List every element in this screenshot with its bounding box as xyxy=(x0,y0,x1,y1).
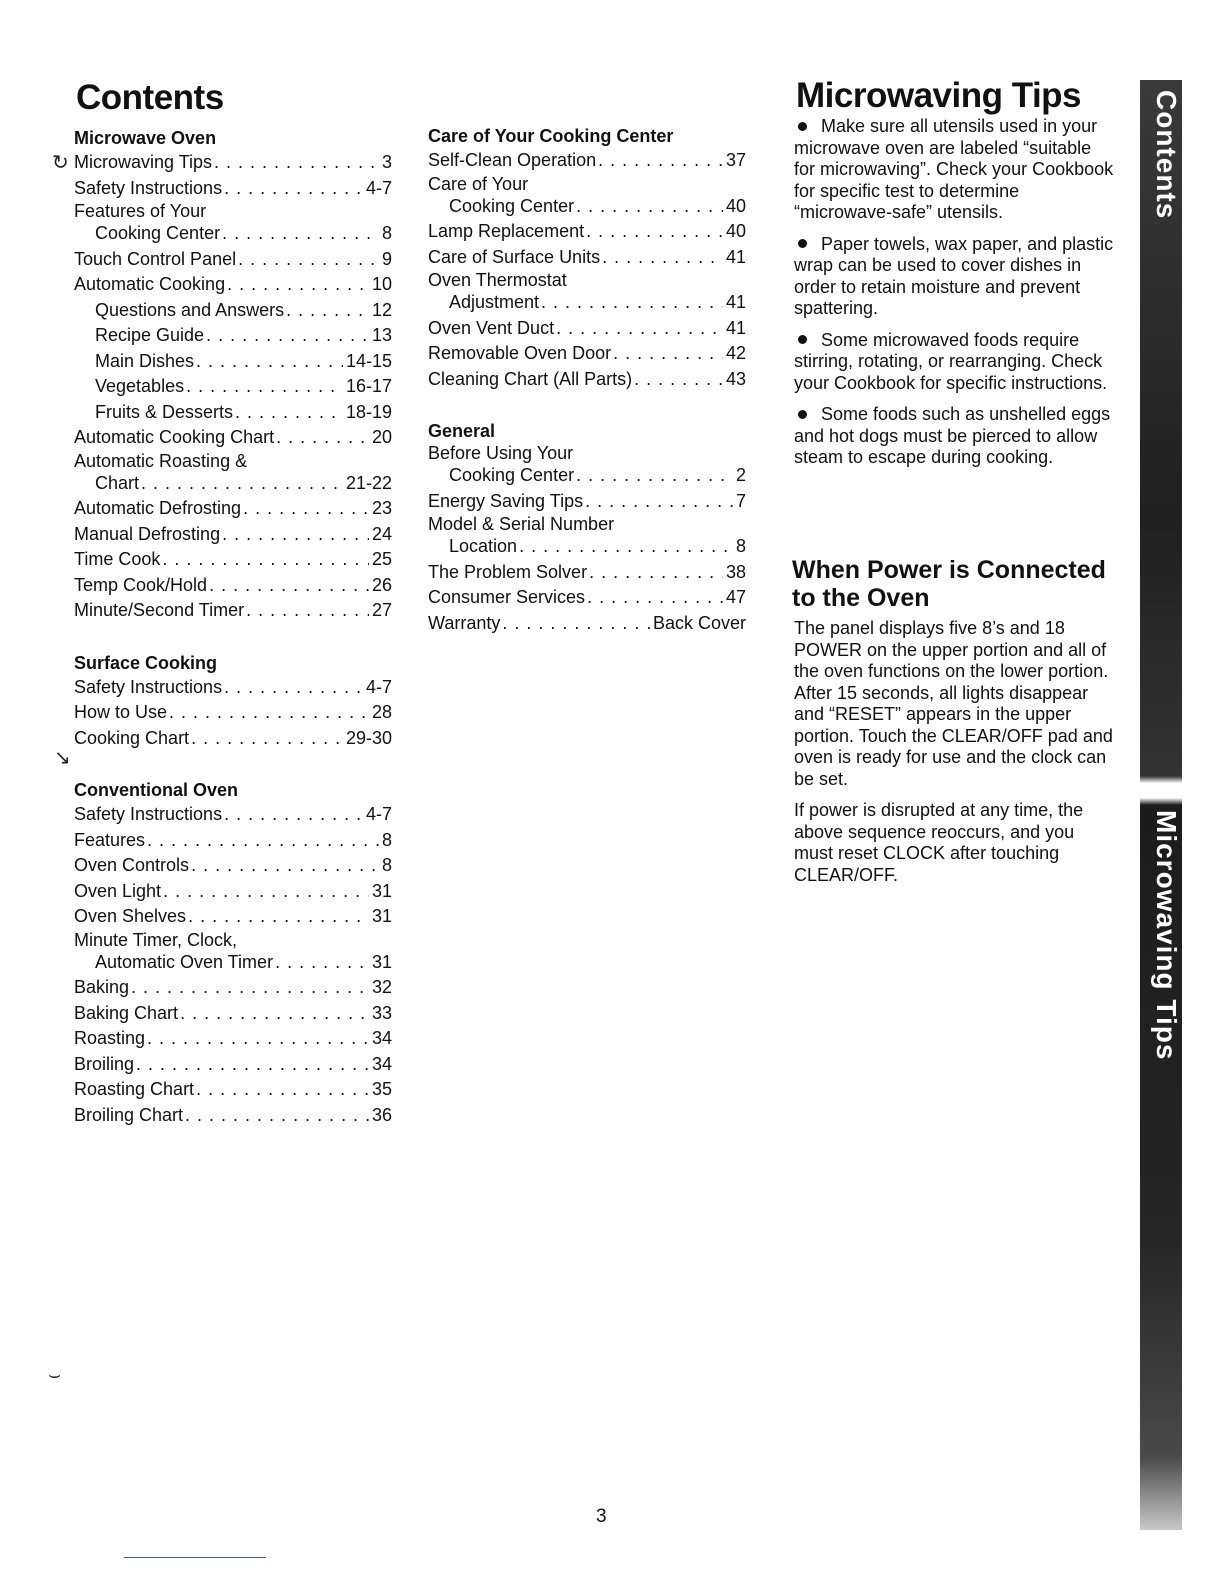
toc-entry-label: Automatic Cooking xyxy=(74,274,226,294)
toc-entry xyxy=(74,176,392,202)
page-number: 3 xyxy=(596,1506,607,1527)
toc-column-middle xyxy=(428,124,746,636)
dot-leader xyxy=(224,176,363,202)
dot-leader xyxy=(556,316,723,342)
toc-entry-label: Features xyxy=(74,829,146,850)
dot-leader xyxy=(147,828,379,854)
toc-entry-page: 8 xyxy=(381,855,392,875)
toc-entry-label: Consumer Services xyxy=(428,587,586,607)
dot-leader xyxy=(222,522,369,548)
toc-entry-page: 3 xyxy=(381,152,392,172)
toc-list-care xyxy=(428,148,746,392)
section-heading-microwave: Microwave Oven xyxy=(74,128,217,148)
toc-entry-page: 12 xyxy=(371,299,392,320)
dot-leader xyxy=(224,802,363,828)
dot-leader xyxy=(214,150,379,176)
toc-entry-page: 29-30 xyxy=(345,727,392,748)
tip-text: Paper towels, wax paper, and plastic wrap can be used to cover dishes in order to retain moisture and prevent spattering. xyxy=(794,233,1114,318)
toc-entry xyxy=(428,148,746,174)
toc-entry-label: Warranty xyxy=(428,612,501,633)
dot-leader xyxy=(227,272,369,298)
toc-entry-label: Questions and Answers xyxy=(95,299,285,320)
power-connected-heading: When Power is Connected to the Oven xyxy=(792,556,1106,612)
dot-leader xyxy=(238,247,379,273)
toc-entry xyxy=(74,904,392,930)
toc-entry xyxy=(74,400,392,426)
tip-item xyxy=(794,404,1114,469)
section-heading-general: General xyxy=(428,421,496,441)
dot-leader xyxy=(598,148,723,174)
toc-entry-label: Oven Shelves xyxy=(74,906,187,926)
toc-entry-label: Cooking Center xyxy=(449,465,575,485)
toc-entry xyxy=(74,726,392,752)
tab-label-contents: Contents xyxy=(1151,90,1182,220)
dot-leader xyxy=(169,700,369,726)
tip-item xyxy=(794,234,1114,320)
toc-entry-page: 16-17 xyxy=(345,376,392,396)
margin-mark: ⌣ xyxy=(48,1364,62,1386)
toc-entry-page: 14-15 xyxy=(345,350,392,371)
toc-entry-page: 37 xyxy=(725,150,746,170)
toc-entry xyxy=(74,1001,392,1027)
dot-leader xyxy=(162,547,369,573)
dot-leader xyxy=(587,585,723,611)
dot-leader xyxy=(243,496,369,522)
toc-entry-page: 23 xyxy=(371,498,392,518)
toc-entry-page: 38 xyxy=(725,561,746,582)
dot-leader xyxy=(586,219,723,245)
dot-leader xyxy=(541,290,723,316)
toc-entry-label: Temp Cook/Hold xyxy=(74,574,208,595)
toc-entry-label-line1: Oven Thermostat xyxy=(428,270,567,290)
toc-entry-label: Minute/Second Timer xyxy=(74,600,245,620)
toc-entry-page: 8 xyxy=(381,829,392,850)
toc-list-microwave xyxy=(74,150,392,624)
dot-leader xyxy=(519,534,733,560)
margin-mark: ↻ xyxy=(52,152,69,174)
toc-entry-label: Chart xyxy=(95,472,140,493)
toc-entry xyxy=(74,272,392,298)
toc-entry-page: 35 xyxy=(371,1079,392,1099)
dot-leader xyxy=(188,904,369,930)
toc-entry xyxy=(74,150,392,176)
toc-entry xyxy=(428,611,746,637)
toc-entry-label-line1: Minute Timer, Clock, xyxy=(74,929,238,950)
toc-entry-label: Broiling xyxy=(74,1053,135,1074)
toc-entry-label: Time Cook xyxy=(74,549,161,569)
dot-leader xyxy=(246,598,369,624)
tip-item xyxy=(794,330,1114,395)
dot-leader xyxy=(206,323,369,349)
tip-text: Make sure all utensils used in your microwave oven are labeled “suitable for microwaving”. Check your Cookbook for specific test to determine “microwave-safe” utensils. xyxy=(794,116,1114,222)
contents-title: Contents xyxy=(76,78,224,117)
toc-entry-page: 4-7 xyxy=(365,804,392,824)
toc-entry-page: 9 xyxy=(381,248,392,269)
dot-leader xyxy=(180,1001,369,1027)
dot-leader xyxy=(589,560,723,586)
dot-leader xyxy=(276,425,369,451)
toc-entry xyxy=(74,201,392,247)
toc-entry-label: Automatic Defrosting xyxy=(74,498,242,518)
toc-entry-page: 24 xyxy=(371,523,392,544)
bullet-icon xyxy=(798,410,807,419)
toc-entry xyxy=(74,828,392,854)
toc-entry xyxy=(74,298,392,324)
toc-entry xyxy=(74,496,392,522)
side-index-tab xyxy=(1140,80,1182,1530)
toc-entry xyxy=(428,585,746,611)
toc-entry-page: 8 xyxy=(735,536,746,556)
toc-entry-label: Location xyxy=(449,536,518,556)
dot-leader xyxy=(196,1077,369,1103)
section-heading-surface: Surface Cooking xyxy=(74,652,218,673)
toc-entry-label: Self-Clean Operation xyxy=(428,150,597,170)
toc-entry-label: Safety Instructions xyxy=(74,804,223,824)
toc-entry-page: 34 xyxy=(371,1028,392,1048)
toc-entry-page: 10 xyxy=(371,274,392,294)
dot-leader xyxy=(163,879,369,905)
toc-entry xyxy=(74,1026,392,1052)
tip-text: Some foods such as unshelled eggs and hot dogs must be pierced to allow steam to escape during cooking. xyxy=(794,404,1111,467)
dot-leader xyxy=(222,221,379,247)
toc-entry-page: 7 xyxy=(735,490,746,511)
toc-entry-page: 13 xyxy=(371,325,392,345)
toc-entry-label: Touch Control Panel xyxy=(74,248,237,269)
toc-entry xyxy=(74,374,392,400)
toc-entry xyxy=(74,547,392,573)
dot-leader xyxy=(613,341,723,367)
toc-entry xyxy=(74,930,392,976)
toc-entry-page: 4-7 xyxy=(365,676,392,697)
toc-entry-page: 40 xyxy=(725,221,746,241)
toc-entry-label: Care of Surface Units xyxy=(428,246,601,267)
toc-list-surface xyxy=(74,675,392,752)
toc-entry xyxy=(74,853,392,879)
microwaving-tips-title: Microwaving Tips xyxy=(796,76,1082,115)
toc-column-left xyxy=(74,126,392,1128)
toc-entry-page: 8 xyxy=(381,223,392,243)
toc-entry-label: Main Dishes xyxy=(95,350,195,371)
toc-entry-label: Baking xyxy=(74,977,130,997)
toc-entry xyxy=(428,219,746,245)
toc-entry-label: Broiling Chart xyxy=(74,1104,184,1125)
toc-entry xyxy=(74,247,392,273)
toc-entry-label: Oven Light xyxy=(74,880,162,901)
toc-entry xyxy=(74,1103,392,1129)
toc-entry xyxy=(74,975,392,1001)
toc-entry-label: Baking Chart xyxy=(74,1002,179,1023)
dot-leader xyxy=(576,194,723,220)
toc-entry-page: 40 xyxy=(725,195,746,216)
toc-entry-label: Oven Vent Duct xyxy=(428,317,555,338)
toc-entry xyxy=(74,1077,392,1103)
toc-entry xyxy=(74,700,392,726)
tip-text: Some microwaved foods require stirring, rotating, or rearranging. Check your Cookbook for specific instructions. xyxy=(794,329,1108,393)
toc-entry xyxy=(428,367,746,393)
toc-entry-label: Recipe Guide xyxy=(95,325,205,345)
toc-entry xyxy=(74,451,392,497)
toc-entry-page: 27 xyxy=(371,600,392,620)
toc-entry-page: 18-19 xyxy=(345,401,392,422)
dot-leader xyxy=(224,675,363,701)
dot-leader xyxy=(286,298,369,324)
toc-entry-label: Cooking Chart xyxy=(74,727,190,748)
toc-entry xyxy=(74,573,392,599)
toc-entry xyxy=(428,443,746,489)
toc-entry-label-line1: Before Using Your xyxy=(428,443,574,463)
toc-entry-label: Cooking Center xyxy=(95,223,221,243)
dot-leader xyxy=(502,611,650,637)
dot-leader xyxy=(196,349,343,375)
dot-leader xyxy=(235,400,343,426)
toc-entry-page: 31 xyxy=(371,906,392,926)
dot-leader xyxy=(186,374,343,400)
toc-entry-label: Safety Instructions xyxy=(74,676,223,697)
bullet-icon xyxy=(798,335,807,344)
toc-entry xyxy=(74,598,392,624)
toc-entry xyxy=(428,174,746,220)
toc-entry-label: Cooking Center xyxy=(449,195,575,216)
toc-entry xyxy=(428,489,746,515)
toc-entry-page: 41 xyxy=(725,292,746,312)
section-heading-care: Care of Your Cooking Center xyxy=(428,126,674,146)
dot-leader xyxy=(191,853,379,879)
toc-entry-label-line1: Features of Your xyxy=(74,201,207,221)
power-paragraph: The panel displays five 8’s and 18 POWER on the upper portion and all of the oven functions on the lower portion. After 15 seconds, all lights disappear and “RESET” appears in the upper portion. Touch the CLEAR/OFF pad and oven is ready for use and the clock can be set. xyxy=(794,618,1113,789)
toc-entry-page: 25 xyxy=(371,549,392,569)
toc-entry-label-line1: Model & Serial Number xyxy=(428,514,615,534)
toc-entry xyxy=(428,514,746,560)
toc-entry-label: Microwaving Tips xyxy=(74,152,213,172)
section-heading-conventional: Conventional Oven xyxy=(74,780,239,800)
toc-entry xyxy=(428,341,746,367)
dot-leader xyxy=(147,1026,369,1052)
toc-list-conventional xyxy=(74,802,392,1128)
power-paragraph: If power is disrupted at any time, the above sequence reoccurs, and you must reset CLOCK after touching CLEAR/OFF. xyxy=(794,800,1084,885)
toc-entry-page: 28 xyxy=(371,702,392,722)
toc-list-general xyxy=(428,443,746,636)
toc-entry-label: Vegetables xyxy=(95,376,185,396)
dot-leader xyxy=(275,950,369,976)
toc-entry-page: 31 xyxy=(371,951,392,972)
toc-entry xyxy=(428,270,746,316)
toc-entry-label: Adjustment xyxy=(449,292,540,312)
bottom-rule xyxy=(124,1557,266,1558)
toc-entry-page: 21-22 xyxy=(345,472,392,493)
toc-entry-page: 36 xyxy=(371,1104,392,1125)
dot-leader xyxy=(185,1103,369,1129)
dot-leader xyxy=(209,573,369,599)
toc-entry-label: Removable Oven Door xyxy=(428,343,612,363)
dot-leader xyxy=(141,471,343,497)
toc-entry-label: Roasting xyxy=(74,1028,146,1048)
toc-entry xyxy=(428,560,746,586)
toc-entry xyxy=(428,316,746,342)
toc-entry xyxy=(428,245,746,271)
toc-entry xyxy=(74,425,392,451)
tab-label-microwaving-tips: Microwaving Tips xyxy=(1151,810,1182,1061)
toc-entry-page: 41 xyxy=(725,317,746,338)
toc-entry xyxy=(74,879,392,905)
toc-entry-label: Energy Saving Tips xyxy=(428,490,584,511)
toc-entry-page: 33 xyxy=(371,1002,392,1023)
tips-list xyxy=(794,116,1114,479)
bullet-icon xyxy=(798,239,807,248)
dot-leader xyxy=(136,1052,369,1078)
toc-entry xyxy=(74,522,392,548)
toc-entry xyxy=(74,349,392,375)
toc-entry-label: Automatic Oven Timer xyxy=(95,951,274,972)
tip-item xyxy=(794,116,1114,224)
toc-entry-page: 2 xyxy=(735,465,746,485)
toc-entry xyxy=(74,802,392,828)
dot-leader xyxy=(131,975,369,1001)
dot-leader xyxy=(602,245,723,271)
toc-entry-page: 4-7 xyxy=(365,177,392,198)
toc-entry-page: 43 xyxy=(725,368,746,389)
toc-entry xyxy=(74,1052,392,1078)
toc-entry-label-line1: Automatic Roasting & xyxy=(74,450,248,471)
toc-entry-label: Lamp Replacement xyxy=(428,221,585,241)
toc-entry-label: Roasting Chart xyxy=(74,1079,195,1099)
dot-leader xyxy=(585,489,733,515)
dot-leader xyxy=(576,463,733,489)
toc-entry-page: 20 xyxy=(371,427,392,447)
toc-entry-label: Oven Controls xyxy=(74,855,190,875)
toc-entry xyxy=(74,323,392,349)
power-connected-body xyxy=(794,618,1114,896)
toc-entry-page: 32 xyxy=(371,977,392,997)
toc-entry-page: 31 xyxy=(371,880,392,901)
toc-entry-page: 26 xyxy=(371,574,392,595)
toc-entry-page: 42 xyxy=(725,343,746,363)
toc-entry-label: The Problem Solver xyxy=(428,561,588,582)
toc-entry-page: Back Cover xyxy=(652,612,746,633)
dot-leader xyxy=(634,367,723,393)
bullet-icon xyxy=(798,122,807,131)
toc-entry-label-line1: Care of Your xyxy=(428,173,529,194)
dot-leader xyxy=(191,726,343,752)
toc-entry-label: Automatic Cooking Chart xyxy=(74,427,275,447)
toc-entry-label: How to Use xyxy=(74,702,168,722)
toc-entry xyxy=(74,675,392,701)
toc-entry-page: 34 xyxy=(371,1053,392,1074)
toc-entry-label: Safety Instructions xyxy=(74,177,223,198)
toc-entry-label: Cleaning Chart (All Parts) xyxy=(428,368,633,389)
margin-mark: ↘ xyxy=(54,747,71,769)
toc-entry-label: Manual Defrosting xyxy=(74,523,221,544)
toc-entry-page: 41 xyxy=(725,246,746,267)
toc-entry-page: 47 xyxy=(725,587,746,607)
toc-entry-label: Fruits & Desserts xyxy=(95,401,234,422)
